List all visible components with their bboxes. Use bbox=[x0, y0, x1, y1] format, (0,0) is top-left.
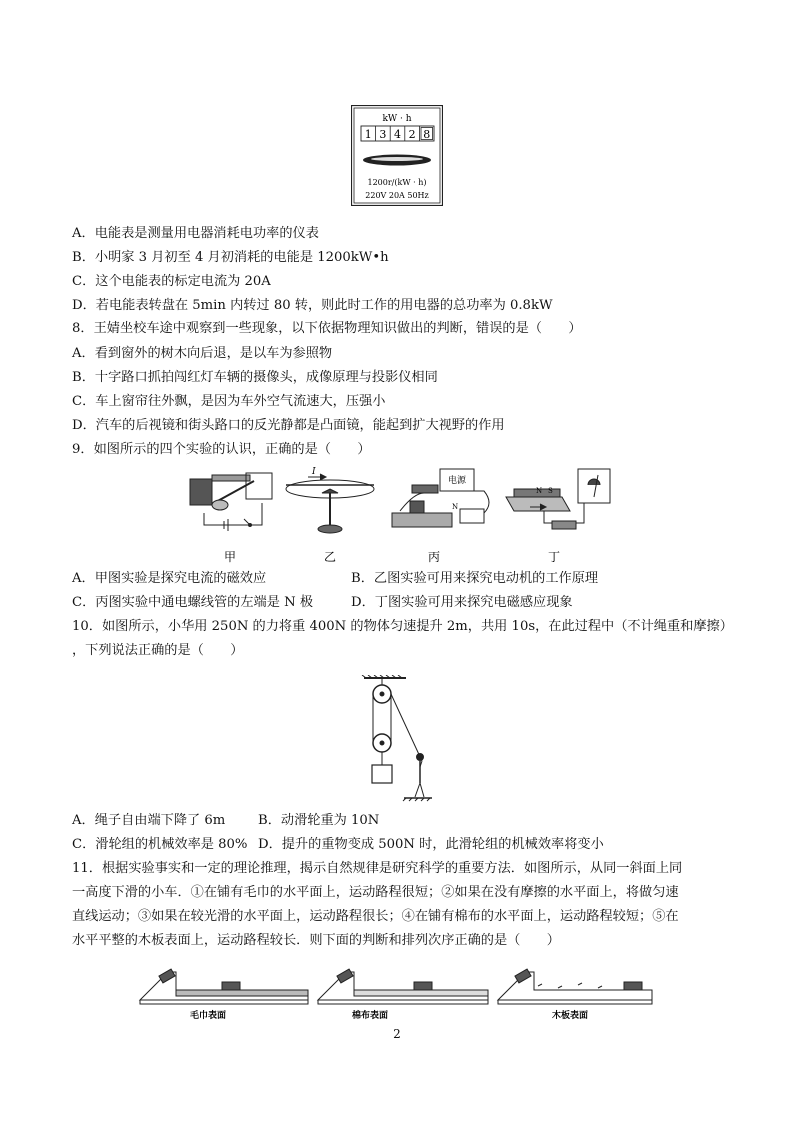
figure-yi-current-label: I bbox=[312, 467, 316, 477]
q8-option-b: B．十字路口抓拍闯红灯车辆的摄像头，成像原理与投影仪相同 bbox=[72, 370, 438, 385]
cotton-surface-panel bbox=[318, 969, 488, 1004]
q9-option-a: A．甲图实验是探究电流的磁效应 bbox=[72, 571, 267, 586]
figure-ding-n-label: N bbox=[536, 487, 543, 495]
meter-digit: 2 bbox=[408, 128, 416, 141]
q8-option-c: C．车上窗帘往外飘，是因为车外空气流速大，压强小 bbox=[72, 394, 386, 409]
q9-option-c: C．丙图实验中通电螺线管的左端是 N 极 bbox=[72, 595, 314, 610]
cotton-surface-label: 棉布表面 bbox=[351, 1011, 389, 1021]
q9-option-d: D．丁图实验可用来探究电磁感应现象 bbox=[351, 595, 573, 610]
figure-bing-power-label: 电源 bbox=[447, 476, 467, 486]
q11-stem-line3: 直线运动；③如果在较光滑的水平面上，运动路程很长；④在铺有棉布的水平面上，运动路程较短；⑤在 bbox=[72, 909, 679, 924]
meter-digit: 3 bbox=[379, 128, 387, 141]
q7-option-a: A．电能表是测量用电器消耗电功率的仪表 bbox=[72, 226, 319, 241]
towel-surface-panel bbox=[140, 969, 308, 1004]
q11-stem-line2: 一高度下滑的小车．①在铺有毛巾的水平面上，运动路程很短；②如果在没有摩擦的水平面上，将做匀速 bbox=[72, 885, 679, 900]
meter-unit: kW · h bbox=[382, 114, 412, 124]
inclined-plane-surfaces-figure bbox=[138, 960, 656, 1022]
q10-option-d: D．提升的重物变成 500N 时，此滑轮组的机械效率将变小 bbox=[258, 837, 604, 852]
q10-stem-line1: 10．如图所示，小华用 250N 的力将重 400N 的物体匀速提升 2m，共用 10s，在此过程中（不计绳重和摩擦） bbox=[72, 619, 733, 634]
q10-option-c: C．滑轮组的机械效率是 80% bbox=[72, 837, 248, 852]
figure-ding bbox=[506, 469, 610, 529]
towel-surface-label: 毛巾表面 bbox=[189, 1011, 227, 1021]
pulley-system-figure bbox=[360, 675, 434, 803]
q11-stem-line4: 水平平整的木板表面上，运动路程较长．则下面的判断和排列次序正确的是（ ） bbox=[72, 933, 560, 948]
figure-bing bbox=[392, 469, 489, 527]
figure-yi bbox=[286, 474, 374, 533]
figure-ding-s-label: S bbox=[548, 487, 553, 495]
q10-option-a: A．绳子自由端下降了 6m bbox=[72, 813, 226, 828]
meter-disc bbox=[363, 155, 431, 166]
figure-bing-n-label: N bbox=[452, 503, 459, 511]
figure-jia-label: 甲 bbox=[223, 550, 237, 564]
q9-stem: 9．如图所示的四个实验的认识，正确的是（ ） bbox=[72, 442, 371, 457]
meter-spec-rating: 220V 20A 50Hz bbox=[365, 191, 429, 200]
figure-yi-label: 乙 bbox=[323, 550, 337, 564]
wood-surface-label: 木板表面 bbox=[551, 1011, 589, 1021]
q7-option-d: D．若电能表转盘在 5min 内转过 80 转，则此时工作的用电器的总功率为 0.8kW bbox=[72, 298, 553, 313]
q8-option-d: D．汽车的后视镜和街头路口的反光静都是凸面镜，能起到扩大视野的作用 bbox=[72, 418, 505, 433]
q10-option-b: B．动滑轮重为 10N bbox=[258, 813, 380, 828]
q11-stem-line1: 11．根据实验事实和一定的理论推理，揭示自然规律是研究科学的重要方法．如图所示，从同一斜面上同 bbox=[72, 861, 683, 876]
q7-option-c: C．这个电能表的标定电流为 20A bbox=[72, 274, 271, 289]
q8-option-a: A．看到窗外的树木向后退，是以车为参照物 bbox=[72, 346, 333, 361]
figure-bing-label: 丙 bbox=[427, 550, 441, 564]
q9-option-b: B．乙图实验可用来探究电动机的工作原理 bbox=[351, 571, 599, 586]
page-number: 2 bbox=[393, 1027, 401, 1041]
figure-ding-label: 丁 bbox=[547, 550, 561, 564]
meter-digit: 4 bbox=[394, 128, 401, 141]
meter-spec-revs: 1200r/(kW · h) bbox=[367, 178, 427, 187]
wood-surface-panel bbox=[498, 969, 652, 1004]
electric-meter-figure bbox=[351, 105, 443, 206]
meter-digit: 1 bbox=[364, 128, 372, 141]
figure-jia bbox=[190, 473, 272, 531]
q10-stem-line2: ，下列说法正确的是（ ） bbox=[72, 643, 244, 658]
meter-digit: 8 bbox=[423, 128, 431, 141]
q9-experiments-figure bbox=[184, 463, 616, 568]
q8-stem: 8．王婧坐校车途中观察到一些现象，以下依据物理知识做出的判断，错误的是（ ） bbox=[72, 321, 582, 336]
q7-option-b: B．小明家 3 月初至 4 月初消耗的电能是 1200kW•h bbox=[72, 250, 389, 265]
